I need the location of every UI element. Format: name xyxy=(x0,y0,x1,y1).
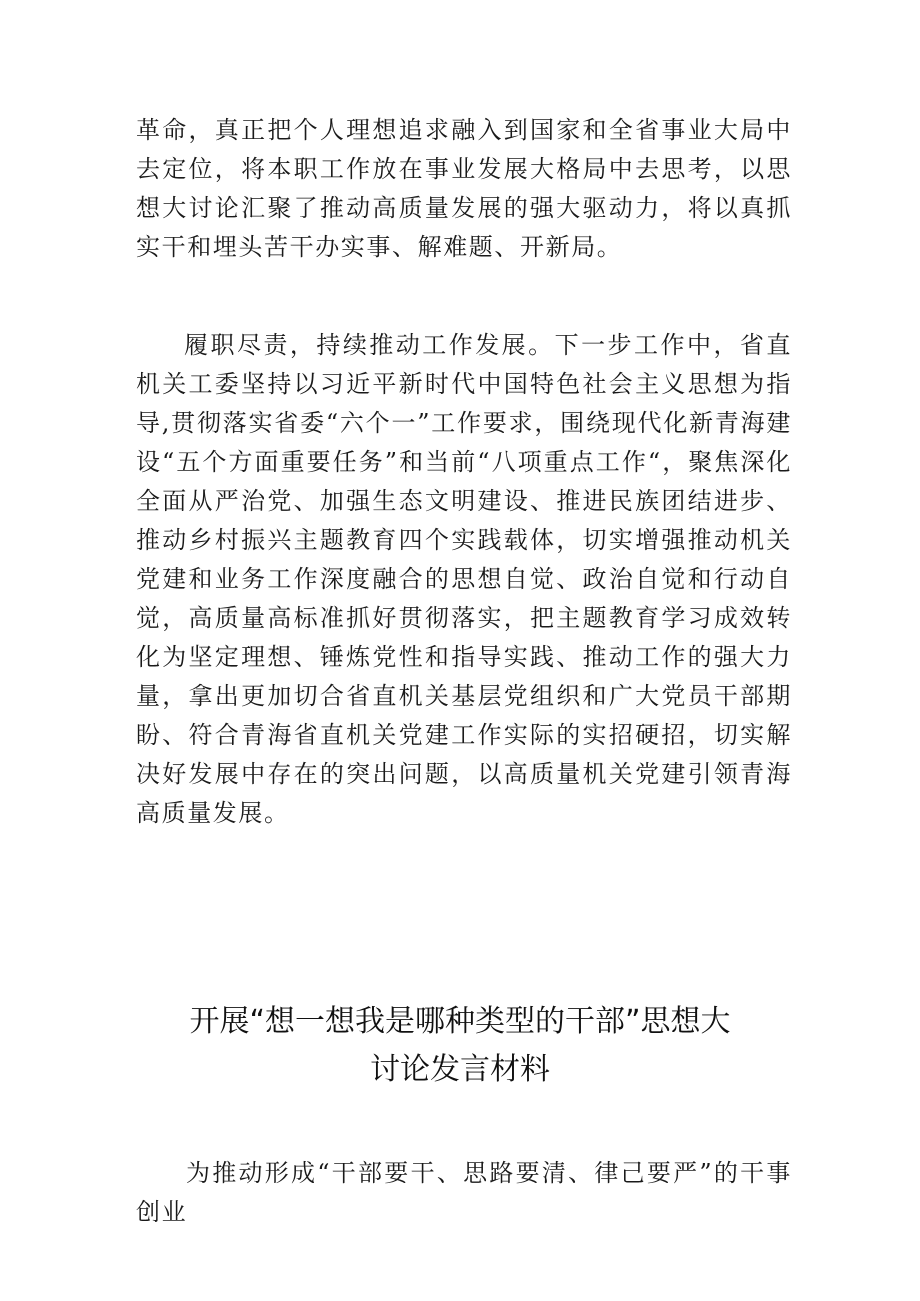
paragraph-continuation: 革命，真正把个人理想追求融入到国家和全省事业大局中去定位，将本职工作放在事业发展大格局中去思考，以思想大讨论汇聚了推动高质量发展的强大驱动力，将以真抓实干和埋头苦干办实事、解难题、开新局。 xyxy=(136,116,792,261)
section-title-line-1: 开展“想一想我是哪种类型的干部”思想大 xyxy=(189,1004,731,1039)
paragraph-duty: 履职尽责，持续推动工作发展。下一步工作中，省直机关工委坚持以习近平新时代中国特色社会主义思想为指导,贯彻落实省委“六个一”工作要求，围绕现代化新青海建设“五个方面重要任务”和当前“八项重点工作“，聚焦深化全面从严治党、加强生态文明建设、推进民族团结进步、推动乡村振兴主题教育四个实践载体，切实增强推动机关党建和业务工作深度融合的思想自觉、政治自觉和行动自觉，高质量高标准抓好贯彻落实，把主题教育学习成效转化为坚定理想、锤炼党性和指导实践、推动工作的强大力量，拿出更加切合省直机关基层党组织和广大党员干部期盼、符合青海省直机关党建工作实际的实招硬招，切实解决好发展中存在的突出问题，以高质量机关党建引领青海高质量发展。 xyxy=(136,331,792,827)
section-title xyxy=(100,998,820,1094)
paragraph-intro: 为推动形成“干部要干、思路要清、律己要严”的干事创业 xyxy=(136,1159,792,1226)
section-title-line-2: 讨论发言材料 xyxy=(370,1052,550,1087)
